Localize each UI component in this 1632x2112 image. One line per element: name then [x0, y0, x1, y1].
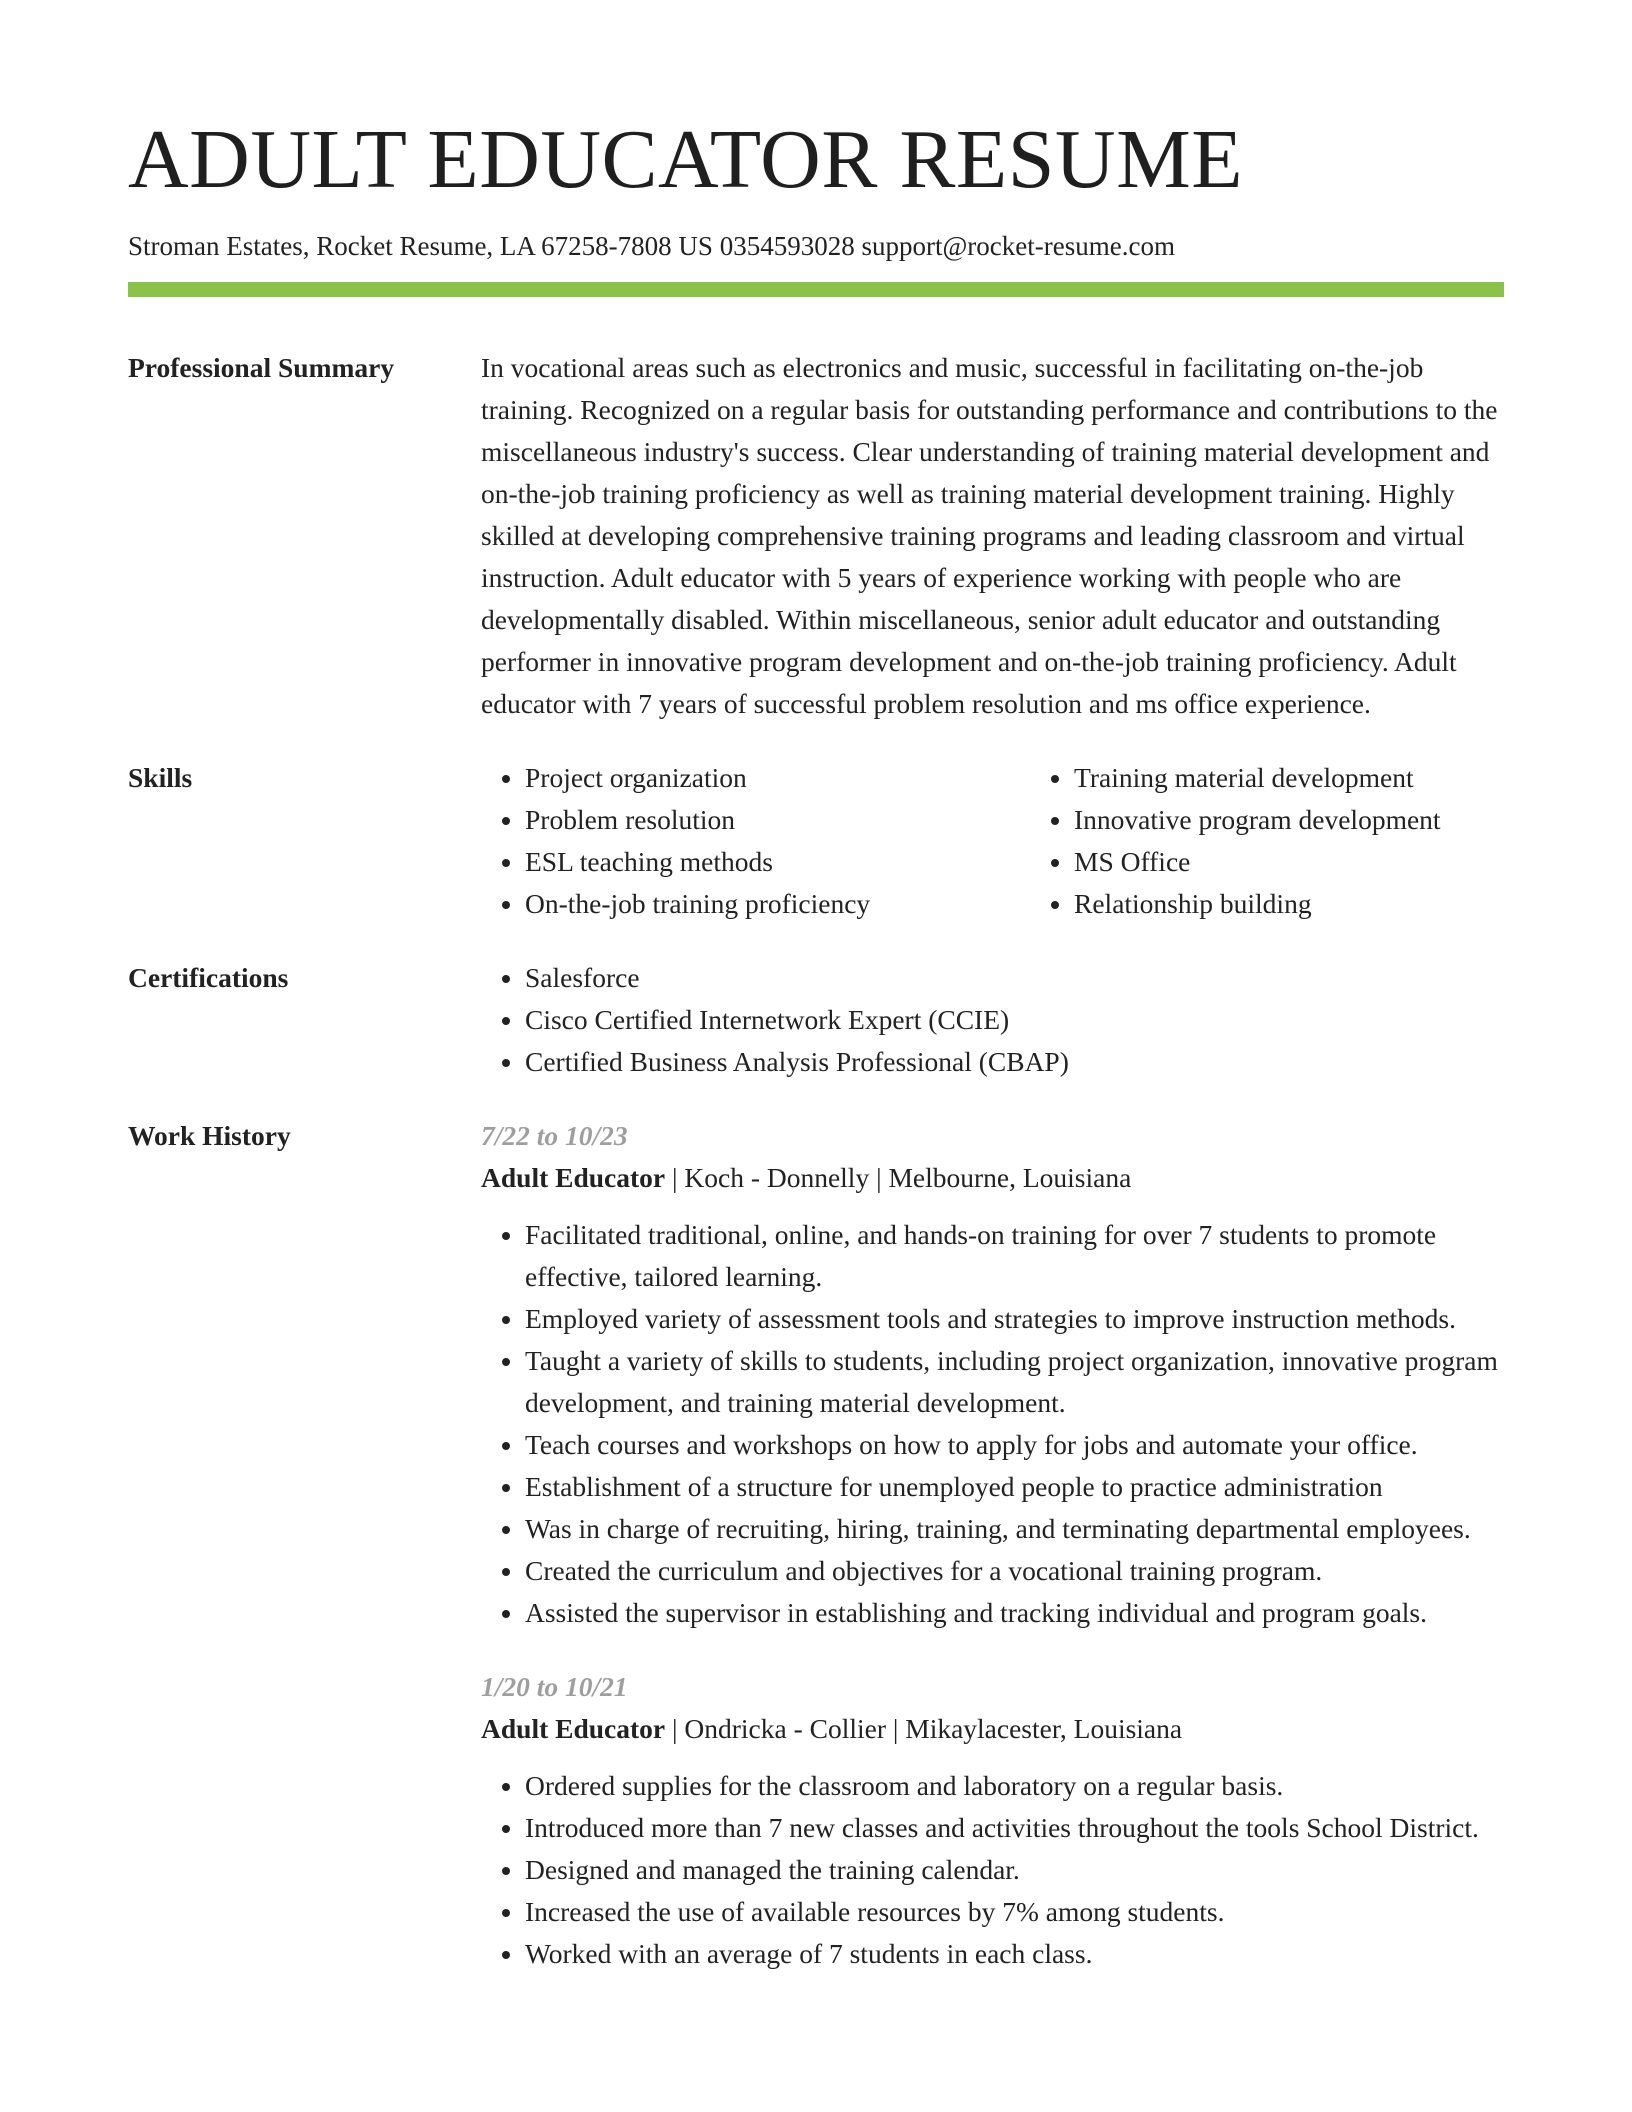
- list-item: • Establishment of a structure for unemployed people to practice administration: [525, 1466, 1504, 1508]
- section-label: Skills: [128, 762, 193, 794]
- list-item: • Facilitated traditional, online, and hands-on training for over 7 students to promote effective, tailored learning.: [525, 1214, 1504, 1298]
- job-entry: [481, 1666, 1504, 1975]
- job-bullets: [481, 1765, 1504, 1975]
- section-label: Certifications: [128, 962, 289, 994]
- professional-summary-section: [128, 347, 1504, 725]
- list-item: • Problem resolution: [525, 799, 1030, 841]
- job-details: | Ondricka - Collier | Mikaylacester, Louisiana: [665, 1713, 1183, 1745]
- list-item: • Introduced more than 7 new classes and activities throughout the tools School District.: [525, 1807, 1504, 1849]
- job-title: Adult Educator: [481, 1162, 666, 1194]
- job-entry: [481, 1115, 1504, 1634]
- skills-grid: [481, 757, 1504, 925]
- job-heading: [481, 1157, 1504, 1199]
- list-item: • Relationship building: [1074, 883, 1579, 925]
- skills-column-1: [481, 757, 1030, 925]
- list-item: • Training material development: [1074, 757, 1579, 799]
- list-item: • Cisco Certified Internetwork Expert (CCIE): [525, 999, 1504, 1041]
- contact-line: Stroman Estates, Rocket Resume, LA 67258-7808 US 0354593028 support@rocket-resume.com: [128, 231, 1175, 261]
- list-item: • Certified Business Analysis Professional (CBAP): [525, 1041, 1504, 1083]
- job-heading: [481, 1708, 1504, 1750]
- skills-column-2: [1030, 757, 1579, 925]
- work-history-body: [481, 1115, 1504, 1975]
- list-item: • Innovative program development: [1074, 799, 1579, 841]
- certifications-section: [128, 957, 1504, 1083]
- list-item: • Assisted the supervisor in establishing and tracking individual and program goals.: [525, 1592, 1504, 1634]
- list-item: • Employed variety of assessment tools and strategies to improve instruction methods.: [525, 1298, 1504, 1340]
- job-date: 7/22 to 10/23: [481, 1120, 628, 1152]
- certifications-body: [481, 957, 1504, 1083]
- resume-title: ADULT EDUCATOR RESUME: [128, 113, 1244, 206]
- list-item: • MS Office: [1074, 841, 1579, 883]
- certifications-list: [481, 957, 1504, 1083]
- list-item: • Salesforce: [525, 957, 1504, 999]
- list-item: • Increased the use of available resources by 7% among students.: [525, 1891, 1504, 1933]
- job-details: | Koch - Donnelly | Melbourne, Louisiana: [665, 1162, 1132, 1194]
- summary-text: In vocational areas such as electronics and music, successful in facilitating on-the-job training. Recognized on a regular basis for outstanding performance and contributions to the miscellaneous industry's success. Clear understanding of training material development and on-the-job training proficiency as well as training material development training. Highly skilled at developing comprehensive training programs and leading classroom and virtual instruction. Adult educator with 5 years of experience working with people who are developmentally disabled. Within miscellaneous, senior adult educator and outstanding performer in innovative program development and on-the-job training proficiency. Adult educator with 7 years of successful problem resolution and ms office experience.: [481, 352, 1498, 720]
- list-item: • Worked with an average of 7 students in each class.: [525, 1933, 1504, 1975]
- list-item: • Taught a variety of skills to students, including project organization, innovative program development, and training material development.: [525, 1340, 1504, 1424]
- job-date: 1/20 to 10/21: [481, 1671, 628, 1703]
- header-divider: [128, 282, 1504, 297]
- work-history-section: [128, 1115, 1504, 1975]
- section-label: Professional Summary: [128, 352, 395, 384]
- skills-section: [128, 757, 1504, 925]
- list-item: • Designed and managed the training calendar.: [525, 1849, 1504, 1891]
- list-item: • Was in charge of recruiting, hiring, training, and terminating departmental employees.: [525, 1508, 1504, 1550]
- list-item: • Created the curriculum and objectives for a vocational training program.: [525, 1550, 1504, 1592]
- list-item: • ESL teaching methods: [525, 841, 1030, 883]
- job-title: Adult Educator: [481, 1713, 666, 1745]
- job-bullets: [481, 1214, 1504, 1634]
- list-item: • On-the-job training proficiency: [525, 883, 1030, 925]
- list-item: • Teach courses and workshops on how to apply for jobs and automate your office.: [525, 1424, 1504, 1466]
- list-item: • Project organization: [525, 757, 1030, 799]
- list-item: • Ordered supplies for the classroom and laboratory on a regular basis.: [525, 1765, 1504, 1807]
- section-label: Work History: [128, 1120, 291, 1152]
